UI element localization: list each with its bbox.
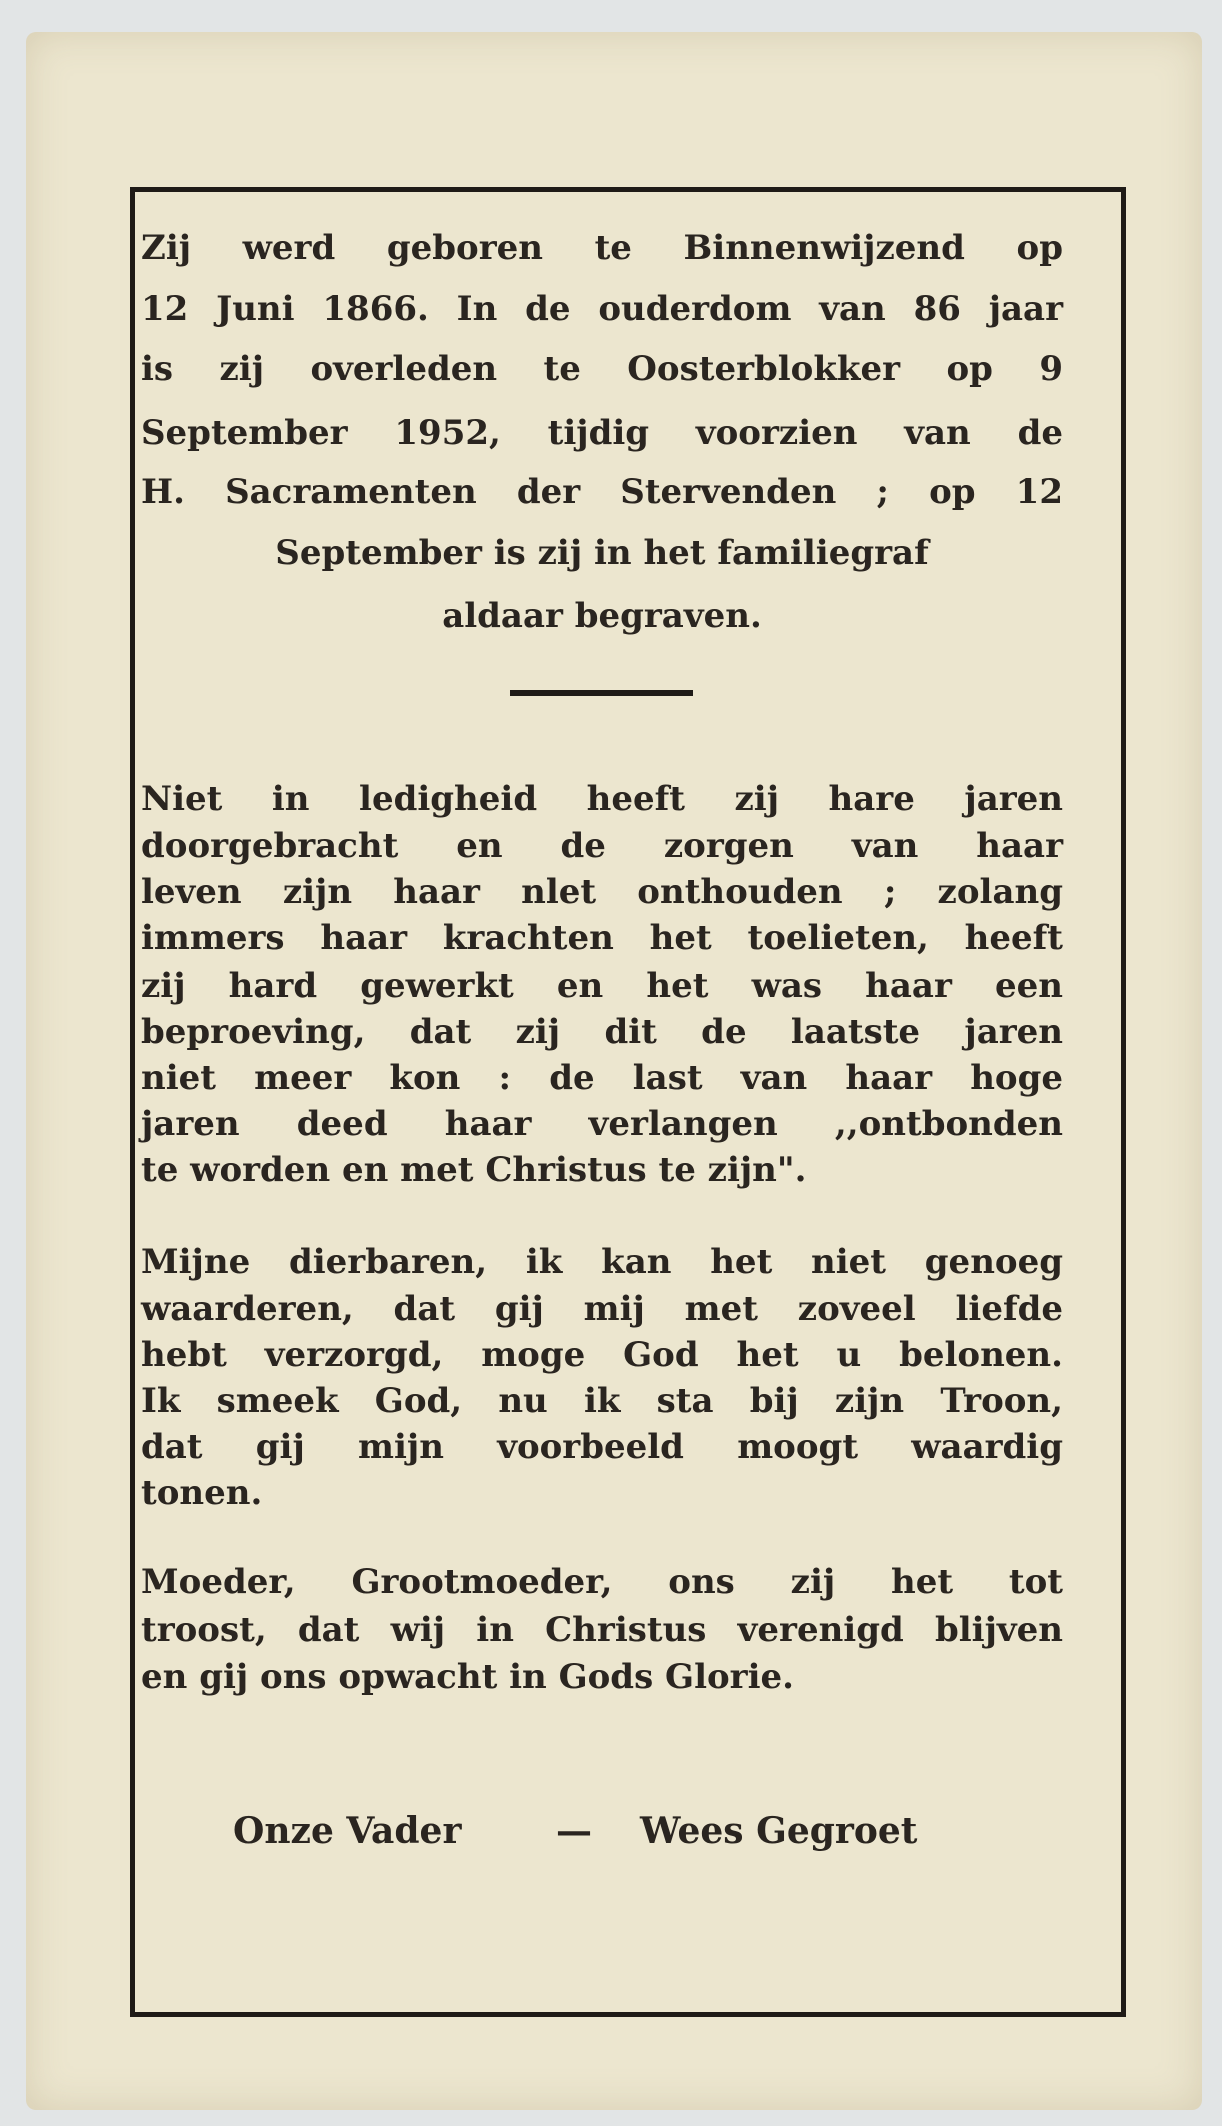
text-line: Niet in ledigheid heeft zij hare jaren — [141, 779, 1063, 819]
text-line: en gij ons opwacht in Gods Glorie. — [141, 1657, 794, 1697]
text-line: September 1952, tijdig voorzien van de — [141, 413, 1063, 453]
text-line: hebt verzorgd, moge God het u belonen. — [141, 1335, 1063, 1375]
divider-rule — [510, 690, 693, 696]
text-line: tonen. — [141, 1473, 263, 1513]
text-line: waarderen, dat gij mij met zoveel liefde — [141, 1289, 1063, 1329]
text-line: immers haar krachten het toelieten, heeft — [141, 918, 1063, 958]
text-line: Mijne dierbaren, ik kan het niet genoeg — [141, 1242, 1063, 1282]
black-border-frame — [130, 187, 1126, 2017]
prayer-separator: — — [556, 1810, 592, 1852]
text-line: beproeving, dat zij dit de laatste jaren — [141, 1012, 1063, 1052]
text-line: H. Sacramenten der Stervenden ; op 12 — [141, 472, 1063, 512]
text-line: Moeder, Grootmoeder, ons zij het tot — [141, 1562, 1063, 1602]
text-line: niet meer kon : de last van haar hoge — [141, 1058, 1063, 1098]
text-line: doorgebracht en de zorgen van haar — [141, 826, 1063, 866]
text-line: dat gij mijn voorbeeld moogt waardig — [141, 1427, 1063, 1467]
text-line: 12 Juni 1866. In de ouderdom van 86 jaar — [141, 289, 1063, 329]
text-line: Ik smeek God, nu ik sta bij zijn Troon, — [141, 1381, 1063, 1421]
text-line: is zij overleden te Oosterblokker op 9 — [141, 349, 1063, 389]
text-line: aldaar begraven. — [442, 596, 762, 636]
text-line: te worden en met Christus te zijn". — [141, 1150, 807, 1190]
prayer-hail-mary: Wees Gegroet — [640, 1810, 918, 1852]
text-line: jaren deed haar verlangen ,,ontbonden — [141, 1104, 1063, 1144]
text-line: troost, dat wij in Christus verenigd blijven — [141, 1610, 1063, 1650]
text-line: leven zijn haar nlet onthouden ; zolang — [141, 872, 1063, 912]
text-line: Zij werd geboren te Binnenwijzend op — [141, 228, 1063, 268]
text-line: September is zij in het familiegraf — [275, 533, 929, 573]
prayer-our-father: Onze Vader — [233, 1810, 462, 1852]
text-line: zij hard gewerkt en het was haar een — [141, 966, 1063, 1006]
